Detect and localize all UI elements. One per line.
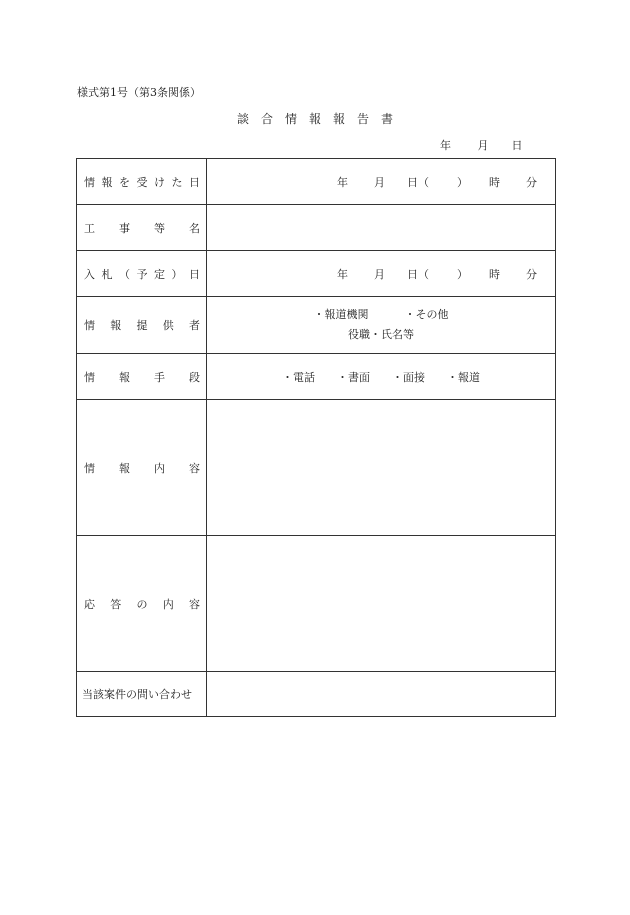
label-means xyxy=(77,354,207,400)
label-char: 情 xyxy=(84,461,95,475)
title-char: 合 xyxy=(260,112,273,126)
label-char: 容 xyxy=(189,461,200,475)
label-char: 情 xyxy=(84,319,95,332)
label-provider xyxy=(77,297,207,354)
label-char: 段 xyxy=(189,370,200,384)
label-char: 報 xyxy=(110,319,122,332)
year-unit: 年 xyxy=(337,267,348,281)
label-char: 札 xyxy=(101,267,113,281)
form-code: 様式第1号（第3条関係） xyxy=(77,86,201,99)
label-char: 提 xyxy=(136,319,148,332)
month-unit: 月 xyxy=(374,175,385,189)
row-inquiry xyxy=(77,672,556,717)
label-char: 情 xyxy=(84,175,95,189)
year-unit: 年 xyxy=(440,139,451,152)
label-received-date xyxy=(77,159,207,205)
hour-unit: 時 xyxy=(489,175,500,189)
month-unit: 月 xyxy=(374,267,385,281)
label-char: 事 xyxy=(119,221,130,235)
option-press[interactable]: ・報道 xyxy=(447,370,480,384)
received-date-field[interactable] xyxy=(207,159,556,205)
label-char: を xyxy=(119,175,130,189)
label-response xyxy=(77,536,207,672)
row-project-name xyxy=(77,205,556,251)
label-inquiry xyxy=(77,672,207,717)
option-phone[interactable]: ・電話 xyxy=(282,370,315,384)
paren-close: ） xyxy=(457,267,468,281)
row-content xyxy=(77,400,556,536)
minute-unit: 分 xyxy=(526,175,537,189)
option-media[interactable]: ・報道機関 xyxy=(313,308,369,321)
label-char: 手 xyxy=(154,370,165,384)
title-char: 告 xyxy=(357,112,370,126)
label-char: 報 xyxy=(119,370,130,384)
project-name-field[interactable] xyxy=(207,205,556,251)
day-unit: 日（ xyxy=(407,175,429,189)
label-content xyxy=(77,400,207,536)
label-char: け xyxy=(154,175,165,189)
title-char: 報 xyxy=(308,112,321,126)
title-char: 報 xyxy=(333,112,346,126)
content-field[interactable] xyxy=(207,400,556,536)
label-char: 予 xyxy=(136,267,148,281)
document-title xyxy=(0,110,630,127)
label-char: 日 xyxy=(189,175,200,189)
day-unit: 日（ xyxy=(407,267,429,281)
label-char: 供 xyxy=(162,319,174,332)
year-unit: 年 xyxy=(337,175,348,189)
label-char: 名 xyxy=(189,221,200,235)
report-form-table xyxy=(76,158,556,717)
label-char: 定 xyxy=(154,267,165,281)
label-char: た xyxy=(171,175,183,189)
label-char: 受 xyxy=(136,175,148,189)
label-char: 報 xyxy=(101,175,113,189)
label-char: 内 xyxy=(154,461,165,475)
row-means xyxy=(77,354,556,400)
label-char: 情 xyxy=(84,370,95,384)
provider-field[interactable] xyxy=(207,297,556,354)
label-char: 日 xyxy=(189,267,200,281)
label-char: 答 xyxy=(110,597,122,611)
label-char: 工 xyxy=(84,221,95,235)
title-char: 談 xyxy=(236,112,249,126)
means-field[interactable] xyxy=(207,354,556,400)
option-document[interactable]: ・書面 xyxy=(337,370,370,384)
position-name-label: 役職・氏名等 xyxy=(348,328,414,341)
title-char: 情 xyxy=(284,112,297,126)
bid-date-field[interactable] xyxy=(207,251,556,297)
row-provider xyxy=(77,297,556,354)
label-char: 等 xyxy=(154,221,165,235)
label-char: 容 xyxy=(189,597,200,611)
label-project-name xyxy=(77,205,207,251)
label-bid-date xyxy=(77,251,207,297)
option-interview[interactable]: ・面接 xyxy=(392,370,425,384)
row-bid-date xyxy=(77,251,556,297)
label-char: 応 xyxy=(84,597,95,611)
label-char: （ xyxy=(119,267,130,281)
title-char: 書 xyxy=(381,112,394,126)
label-char: の xyxy=(136,597,148,611)
response-field[interactable] xyxy=(207,536,556,672)
report-date[interactable] xyxy=(440,137,534,153)
day-unit: 日 xyxy=(511,139,523,152)
option-other[interactable]: ・その他 xyxy=(404,308,449,321)
minute-unit: 分 xyxy=(526,267,537,281)
paren-close: ） xyxy=(457,175,468,189)
inquiry-field[interactable] xyxy=(207,672,556,717)
label-char: 入 xyxy=(84,267,95,281)
label-char: 者 xyxy=(189,319,200,332)
inquiry-label: 当該案件の問い合わせ xyxy=(82,688,192,701)
label-char: ） xyxy=(171,267,183,281)
row-received-date xyxy=(77,159,556,205)
hour-unit: 時 xyxy=(489,267,500,281)
month-unit: 月 xyxy=(477,139,489,152)
label-char: 内 xyxy=(162,597,174,611)
row-response xyxy=(77,536,556,672)
label-char: 報 xyxy=(119,461,130,475)
